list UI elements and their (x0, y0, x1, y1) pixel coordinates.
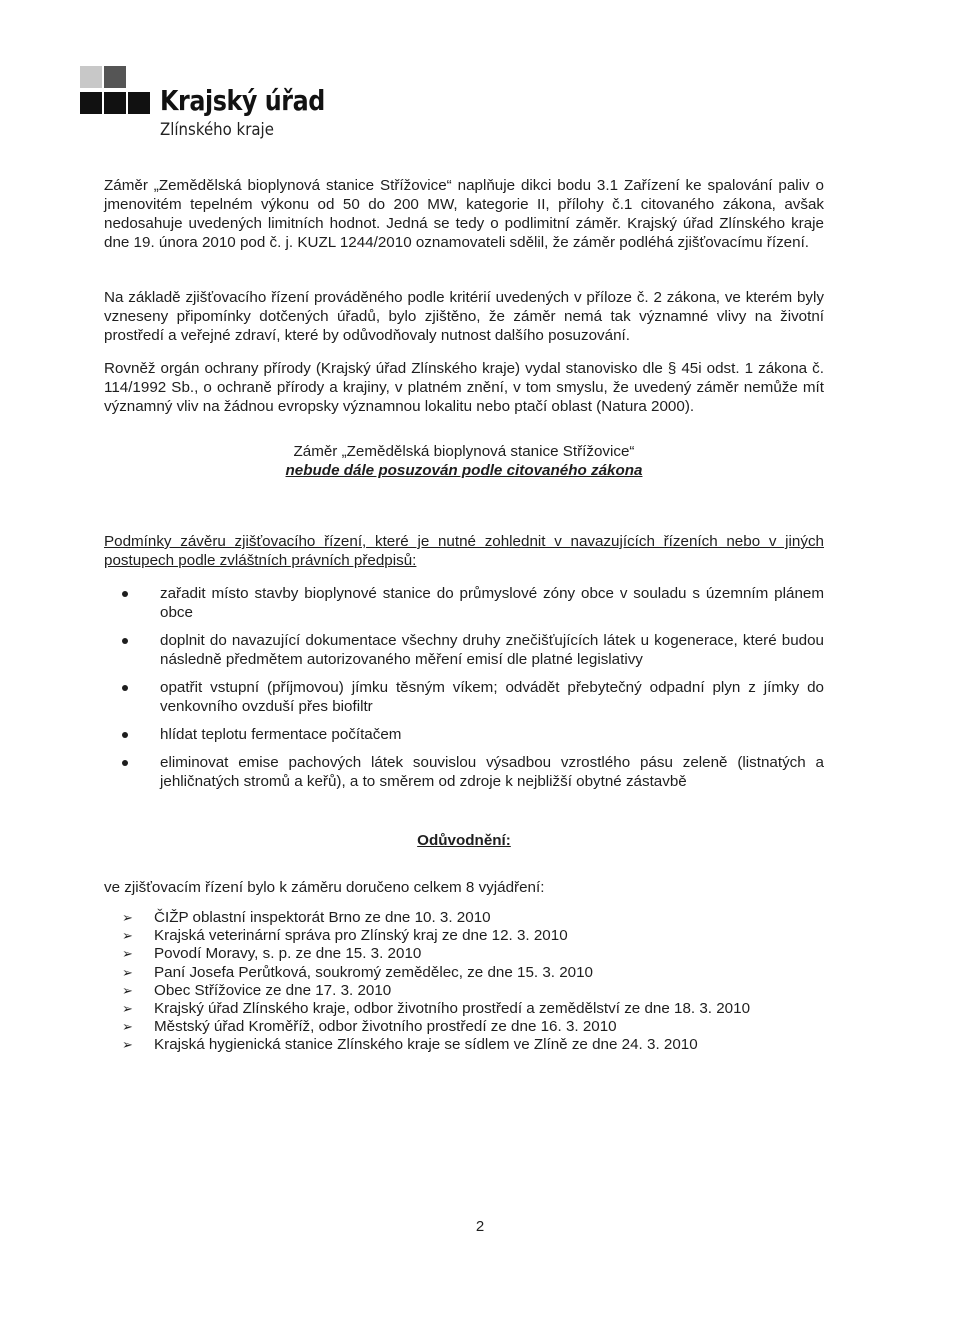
reasoning-intro: ve zjišťovacím řízení bylo k záměru doručeno celkem 8 vyjádření: (104, 879, 545, 896)
opinions-list (104, 909, 824, 1055)
list-item: ➢ Povodí Moravy, s. p. ze dne 15. 3. 2010 (122, 945, 422, 963)
list-item: ➢ Městský úřad Kroměříž, odbor životního prostředí ze dne 16. 3. 2010 (122, 1018, 617, 1036)
conclusion-line-2: nebude dále posuzován podle citovaného zákona (285, 462, 643, 479)
arrow-bullet-icon: ➢ (122, 964, 133, 980)
conclusion-line-1: Záměr „Zemědělská bioplynová stanice Střížovice“ (293, 443, 635, 460)
arrow-bullet-icon: ➢ (122, 1019, 133, 1035)
list-item: ➢ Krajský úřad Zlínského kraje, odbor životního prostředí a zemědělství ze dne 18. 3. 2010 (122, 1000, 751, 1018)
list-item: ➢ Obec Střížovice ze dne 17. 3. 2010 (122, 981, 392, 999)
logo-squares-icon (80, 62, 160, 112)
arrow-bullet-icon: ➢ (122, 928, 133, 944)
reasoning-heading: Odůvodnění: (417, 832, 511, 849)
paragraph-nature-protection: Rovněž orgán ochrany přírody (Krajský úřad Zlínského kraje) vydal stanovisko dle § 45i odst. 1 zákona č. 114/1992 Sb., o ochraně přírody a krajiny, v platném znění, v tom smyslu, že uvedený záměr nemůže mít významný vliv na žádnou evropsky významnou lokalitu nebo ptačí oblast (Natura 2000). (104, 360, 824, 415)
arrow-bullet-icon: ➢ (122, 946, 133, 962)
conclusion-block (104, 442, 824, 480)
list-item: ➢ Paní Josefa Perůtková, soukromý zemědělec, ze dne 15. 3. 2010 (122, 963, 594, 981)
paragraph-investigation: Na základě zjišťovacího řízení prováděného podle kritérií uvedených v příloze č. 2 zákona, ve kterém byly vzneseny připomínky dotčených úřadů, bylo zjištěno, že záměr nemá tak významné vlivy na životní prostředí a veřejné zdraví, které by odůvodňovaly nutnost dalšího posuzování. (104, 289, 824, 344)
list-item: ➢ Krajská veterinární správa pro Zlínský kraj ze dne 12. 3. 2010 (122, 927, 568, 945)
paragraph-intro: Záměr „Zemědělská bioplynová stanice Střížovice“ naplňuje dikci bodu 3.1 Zařízení ke spalování paliv o jmenovitém tepelném výkonu od 50 do 200 MW, kategorie II, přílohy č.1 citovaného zákona, avšak nedosahuje uvedených limitních hodnot. Jedná se tedy o podlimitní záměr. Krajský úřad Zlínského kraje dne 19. února 2010 pod č. j. KUZL 1244/2010 oznamovateli sdělil, že záměr podléhá zjišťovacímu řízení. (104, 177, 824, 251)
document-body (104, 176, 824, 1055)
list-item: hlídat teplotu fermentace počítačem (104, 725, 824, 744)
krajsky-urad-logo (80, 62, 340, 146)
bullet-icon (122, 685, 128, 691)
arrow-bullet-icon: ➢ (122, 1037, 133, 1053)
conditions-list (104, 584, 824, 791)
list-item: ➢ ČIŽP oblastní inspektorát Brno ze dne 10. 3. 2010 (122, 909, 491, 926)
list-item: doplnit do navazující dokumentace všechny druhy znečišťujících látek u kogenerace, které budou následně předmětem autorizovaného měření emisí dle platné legislativy (104, 631, 824, 669)
list-item: ➢ Krajská hygienická stanice Zlínského kraje se sídlem ve Zlíně ze dne 24. 3. 2010 (122, 1036, 698, 1054)
arrow-bullet-icon: ➢ (122, 910, 133, 925)
bullet-icon (122, 760, 128, 766)
list-item: zařadit místo stavby bioplynové stanice do průmyslové zóny obce v souladu s územním plánem obce (104, 584, 824, 622)
logo-title: Krajský úřad (160, 84, 325, 117)
bullet-icon (122, 591, 128, 597)
conditions-heading: Podmínky závěru zjišťovacího řízení, které je nutné zohlednit v navazujících řízeních nebo v jiných postupech podle zvláštních právních předpisů: (104, 533, 824, 569)
list-item: opatřit vstupní (příjmovou) jímku těsným víkem; odvádět přebytečný odpadní plyn z jímky do venkovního ovzduší přes biofiltr (104, 678, 824, 716)
logo-subtitle: Zlínského kraje (160, 120, 274, 140)
list-item: eliminovat emise pachových látek souvislou výsadbou vzrostlého pásu zeleně (listnatých a jehličnatých stromů a keřů), a to směrem od zdroje k nejbližší obytné zástavbě (104, 753, 824, 791)
bullet-icon (122, 732, 128, 738)
arrow-bullet-icon: ➢ (122, 982, 133, 998)
arrow-bullet-icon: ➢ (122, 1001, 133, 1017)
bullet-icon (122, 638, 128, 644)
page-number: 2 (475, 1218, 485, 1235)
